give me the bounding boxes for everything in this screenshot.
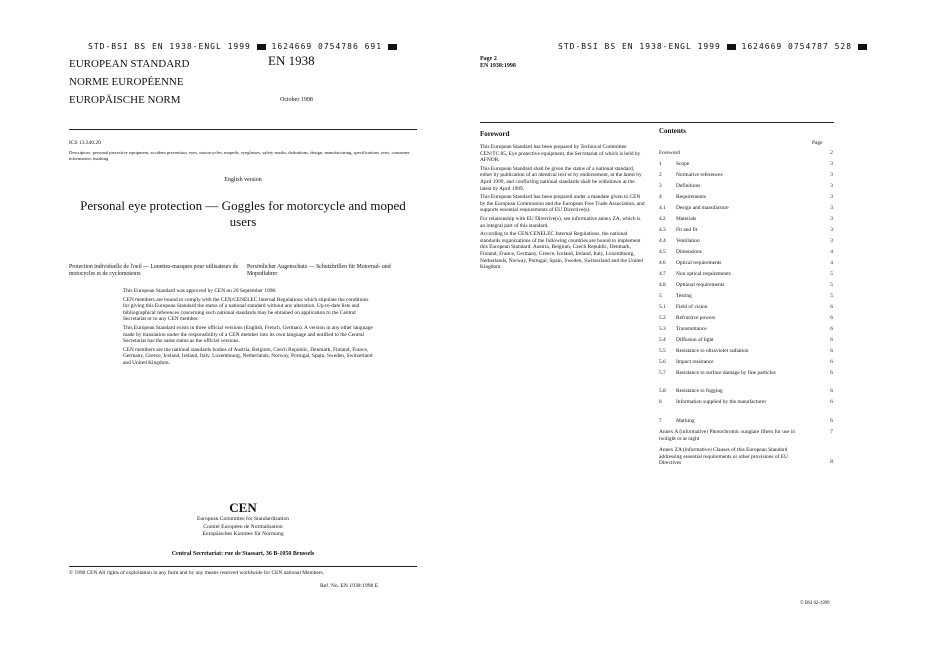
approval-paragraph: CEN members are the national standards bodies of Austria, Belgium, Czech Republic, Denmark, Finland, France, Germany, Greece, Iceland, Ireland, Italy, Luxembourg, Netherlands, Norway, Portugal, Spain, Sweden, Switzerland and United Kingdom. xyxy=(123,346,373,366)
cen-names xyxy=(69,516,417,539)
toc-title: Impact resistance xyxy=(676,359,714,365)
toc-number: 4.5 xyxy=(659,249,666,255)
page-number: Page 2 xyxy=(480,56,497,62)
toc-page: 3 xyxy=(830,183,833,189)
toc-page: 6 xyxy=(830,337,833,343)
toc-page: 2 xyxy=(830,150,833,156)
toc-number: 5.3 xyxy=(659,326,666,332)
toc-number: 2 xyxy=(659,172,662,178)
foreword-paragraph: This European Standard shall be given the status of a national standard, either by publication of an identical text or by endorsement, at the latest by April 1999, and conflicting national standards shall be withdrawn at the latest by April 1999. xyxy=(480,165,642,192)
cen-logo: CEN xyxy=(229,500,257,515)
toc-number: 4.8 xyxy=(659,282,666,288)
foreword-paragraph: This European Standard has been prepared by Technical Committee CEN/TC 85, Eye protective equipment, the Secretariat of which is held by AFNOR. xyxy=(480,144,641,164)
toc-title: Materials xyxy=(676,216,697,222)
contents-heading: Contents xyxy=(659,127,686,135)
toc-title: Requirements xyxy=(676,194,706,200)
toc-page: 6 xyxy=(830,370,833,376)
left-header-code xyxy=(88,42,397,51)
toc-number: 7 xyxy=(659,418,662,424)
main-title xyxy=(69,198,417,230)
toc-title: Resistance to ultraviolet radiation xyxy=(676,348,749,354)
toc-title: Resistance to surface damage by fine particles xyxy=(676,370,776,376)
toc-page: 6 xyxy=(830,304,833,310)
toc-number: 3 xyxy=(659,183,662,189)
toc-page: 7 xyxy=(830,429,833,435)
toc-title: Optional requirements xyxy=(676,282,725,288)
toc-title: Non optical requirements xyxy=(676,271,731,277)
toc-number: 4.6 xyxy=(659,260,666,266)
toc-title: Annex A (informative) Photochromic sunglare filters for use in twilight or at night xyxy=(659,429,795,442)
standard-titles xyxy=(69,55,189,109)
foreword-heading: Foreword xyxy=(480,130,510,138)
title-en: EUROPEAN STANDARD xyxy=(69,58,190,70)
table-of-contents xyxy=(659,150,833,480)
toc-page: 3 xyxy=(830,161,833,167)
divider xyxy=(69,129,417,130)
toc-page: 4 xyxy=(830,249,833,255)
central-secretariat: Central Secretariat: rue de Stassart, 36 B-1050 Brussels xyxy=(171,551,315,557)
publication-date: October 1998 xyxy=(280,97,313,103)
toc-number: 4.1 xyxy=(659,205,666,211)
toc-title: Marking xyxy=(676,418,695,424)
right-header-code-tail: 1624669 0754787 528 xyxy=(741,42,853,51)
toc-number: 5.2 xyxy=(659,315,666,321)
divider xyxy=(480,122,834,123)
toc-number: 4.2 xyxy=(659,216,666,222)
toc-page: 8 xyxy=(830,459,833,465)
toc-number: 5 xyxy=(659,293,662,299)
toc-number: 5.6 xyxy=(659,359,666,365)
toc-title: Normative references xyxy=(676,172,723,178)
toc-page: 5 xyxy=(830,271,833,277)
toc-number: 6 xyxy=(659,399,662,405)
title-fr: NORME EUROPÉENNE xyxy=(69,76,184,88)
version-label: English version xyxy=(224,177,262,183)
french-title: Protection individuelle de l'oeil — Lunettes-masques pour utilisateurs de motocycles et de cyclomoteurs xyxy=(69,264,239,277)
toc-page: 5 xyxy=(830,282,833,288)
toc-title: Dimensions xyxy=(676,249,702,255)
main-title-line1: Personal eye protection — Goggles for motorcycle and moped xyxy=(80,198,406,213)
toc-page: 3 xyxy=(830,227,833,233)
approval-paragraph: This European Standard exists in three official versions (English, French, German). A version in any other language made by translation under the responsibility of a CEN member into its own language and notified to the Central Secretariat has the same status as the official versions. xyxy=(123,324,373,345)
toc-title: Fit and fit xyxy=(676,227,698,233)
toc-page: 3 xyxy=(830,216,833,222)
toc-title: Annex ZA (informative) Clauses of this European Standard addressing essential requirements or other provisions of EU Directives xyxy=(659,447,788,466)
toc-title: Information supplied by the manufacturer xyxy=(676,399,767,405)
divider xyxy=(69,566,417,567)
bsi-copyright: © BSI 02-1999 xyxy=(800,601,830,606)
left-header-code-text: STD-BSI BS EN 1938-ENGL 1999 xyxy=(88,42,251,51)
toc-number: 4.4 xyxy=(659,238,666,244)
toc-title: Transmittance xyxy=(676,326,707,332)
cen-name-de: Europäisches Komitee für Normung xyxy=(202,531,284,537)
toc-title: Field of vision xyxy=(676,304,708,310)
toc-title: Testing xyxy=(676,293,692,299)
toc-number: 5.4 xyxy=(659,337,666,343)
toc-page: 3 xyxy=(830,205,833,211)
approval-paragraph: CEN members are bound to comply with the CEN/CENELEC Internal Regulations which stipulate the conditions for giving this European Standard the status of a national standard without any alteration. Up-to-date lists and bibliographical references concerning such national standards may be obtained on application to the Central Secretariat or to any CEN member. xyxy=(123,296,369,323)
header-block-mark xyxy=(727,44,736,50)
right-header-code-text: STD-BSI BS EN 1938-ENGL 1999 xyxy=(558,42,721,51)
toc-title: Design and manufacture xyxy=(676,205,729,211)
header-block-mark xyxy=(388,44,397,50)
foreword-paragraph: According to the CEN/CENELEC Internal Regulations, the national standards organizations of the following countries are bound to implement this European Standard: Austria, Belgium, Czech Republic, Denmark, Finland, France, Germany, Greece, Iceland, Ireland, Italy, Luxembourg, Netherlands, Norway, Portugal, Spain, Sweden, Switzerland and the United Kingdom. xyxy=(480,231,643,271)
toc-number: 5.7 xyxy=(659,370,666,376)
toc-number: 5.5 xyxy=(659,348,666,354)
toc-number: 4.7 xyxy=(659,271,666,277)
toc-title: Foreword xyxy=(659,150,680,156)
german-title: Persönlicher Augenschutz — Schutzbrillen für Motorrad- und Mopedfahrer xyxy=(247,264,391,277)
toc-number: 1 xyxy=(659,161,662,167)
page-standard-ref: EN 1938:1998 xyxy=(480,63,516,69)
toc-title: Definitions xyxy=(676,183,701,189)
cen-name-en: European Committee for Standardization xyxy=(196,516,290,522)
foreword-paragraph: This European Standard has been prepared under a mandate given to CEN by the European Commission and the European Free Trade Association, and supports essential requirements of EU Directive(s). xyxy=(480,194,645,214)
toc-page: 4 xyxy=(830,260,833,266)
page-column-label: Page xyxy=(812,140,823,146)
toc-number: 4 xyxy=(659,194,662,200)
toc-title: Optical requirements xyxy=(676,260,722,266)
title-de: EUROPÄISCHE NORM xyxy=(69,94,181,106)
approval-text xyxy=(123,288,375,369)
standard-number: EN 1938 xyxy=(268,53,315,68)
toc-page: 6 xyxy=(830,359,833,365)
descriptors: Descriptors: personal protective equipment, accident prevention, eyes, motorcycles, mopeds, eyeglasses, safety masks, definitions, design, manufacturing, specifications, tests, consumer information, marking xyxy=(69,150,410,161)
toc-title: Refractive powers xyxy=(676,315,716,321)
toc-title: Diffusion of light xyxy=(676,337,714,343)
approval-paragraph: This European Standard was approved by CEN on 20 September 1998. xyxy=(123,288,277,294)
toc-page: 6 xyxy=(830,388,833,394)
right-header-code xyxy=(558,42,867,51)
left-header-code-tail: 1624669 0754786 691 xyxy=(271,42,383,51)
cen-name-fr: Comité Européen de Normalisation xyxy=(203,523,283,530)
toc-page: 6 xyxy=(830,399,833,405)
toc-title: Resistance to fogging xyxy=(676,388,723,394)
toc-page: 6 xyxy=(830,326,833,332)
toc-page: 3 xyxy=(830,172,833,178)
toc-page: 6 xyxy=(830,315,833,321)
toc-page: 5 xyxy=(830,293,833,299)
foreword-text xyxy=(480,144,646,273)
header-block-mark xyxy=(257,44,266,50)
toc-number: 5.1 xyxy=(659,304,666,310)
reference-number: Ref. No. EN 1938:1998 E xyxy=(320,583,379,589)
header-block-mark xyxy=(858,44,867,50)
toc-number: 4.3 xyxy=(659,227,666,233)
ics-code: ICS 13.340.20 xyxy=(69,140,101,146)
foreword-paragraph: For relationship with EU Directive(s), see informative annex ZA, which is an integral part of this standard. xyxy=(480,215,641,229)
toc-title: Scope xyxy=(676,161,690,167)
toc-page: 6 xyxy=(830,418,833,424)
toc-page: 3 xyxy=(830,194,833,200)
toc-number: 5.8 xyxy=(659,388,666,394)
toc-page: 6 xyxy=(830,348,833,354)
page-label xyxy=(480,56,516,70)
toc-title: Ventilation xyxy=(676,238,700,244)
toc-page: 3 xyxy=(830,238,833,244)
copyright-notice: © 1998 CEN All rights of exploitation in any form and by any means reserved worldwide for CEN national Members. xyxy=(69,570,325,576)
main-title-line2: users xyxy=(229,214,257,229)
